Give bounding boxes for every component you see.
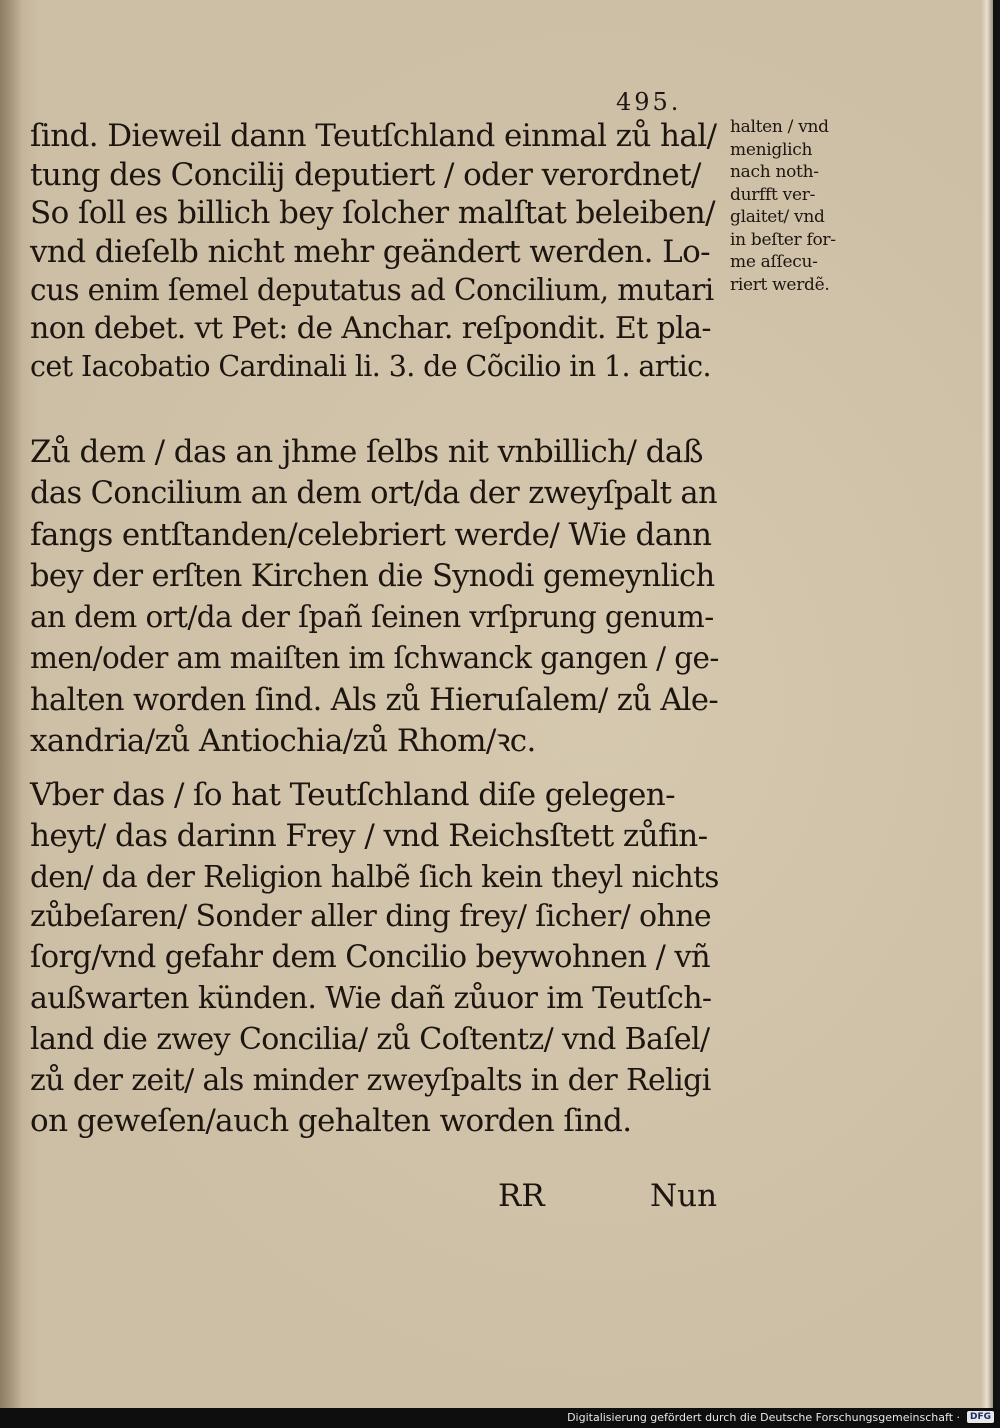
text-line: non debet. vt Pet: de Anchar. reſpondit. Et pla- xyxy=(30,310,711,346)
signature-mark: RR xyxy=(498,1178,545,1214)
text-line: das Concilium an dem ort/da der zweyſpalt an xyxy=(30,476,718,512)
text-line: vnd dieſelb nicht mehr geändert werden. Lo- xyxy=(30,233,711,270)
text-line: an dem ort/da der ſpañ ſeinen vrſprung genum- xyxy=(30,600,714,635)
page-edge xyxy=(981,0,993,1408)
text-line: bey der erſten Kirchen die Synodi gemeynlich xyxy=(30,558,715,594)
margin-line: durfft ver- xyxy=(730,184,816,205)
text-line: land die zwey Concilia/ zů Coſtentz/ vnd Baſel/ xyxy=(30,1021,710,1057)
text-line: on geweſen/auch gehalten worden ſind. xyxy=(30,1103,632,1140)
text-line: cet Iacobatio Cardinali li. 3. de Cõcilio in 1. artic. xyxy=(30,350,711,383)
page-gutter-shadow xyxy=(0,0,22,1408)
text-line: ſorg/vnd gefahr dem Concilio beywohnen / vñ xyxy=(30,940,711,976)
text-line: halten worden ſind. Als zů Hieruſalem/ zů Ale- xyxy=(30,682,719,718)
margin-line: nach noth- xyxy=(730,162,819,182)
text-line: den/ da der Religion halbẽ ſich kein theyl nichts xyxy=(30,859,719,894)
text-line: Zů dem / das an jhme ſelbs nit vnbillich/ daß xyxy=(30,434,703,470)
text-line: men/oder am maiſten im ſchwanck gangen / ge- xyxy=(30,641,719,676)
margin-line: me aſſecu- xyxy=(730,252,818,272)
text-line: zůbeſaren/ Sonder aller ding frey/ ſicher/ ohne xyxy=(30,899,712,935)
margin-line: in beſter for- xyxy=(730,229,836,250)
margin-line: riert werdẽ. xyxy=(730,274,830,295)
margin-line: meniglich xyxy=(730,139,813,160)
text-line: tung des Concilij deputiert / oder verordnet/ xyxy=(30,156,701,193)
margin-line: halten / vnd xyxy=(730,117,829,137)
text-line: Vber das / ſo hat Teutſchland diſe gelegen- xyxy=(30,777,675,813)
marginal-note xyxy=(730,116,860,296)
text-line: cus enim ſemel deputatus ad Concilium, mutari xyxy=(30,273,714,307)
text-line: ſind. Dieweil dann Teutſchland einmal zů hal/ xyxy=(30,118,717,154)
paragraph-2 xyxy=(30,432,720,762)
text-line: heyt/ das darinn Frey / vnd Reichsſtett zůfin- xyxy=(30,817,708,854)
margin-line: glaitet/ vnd xyxy=(730,207,825,227)
funding-credit: Digitalisierung gefördert durch die Deutsche Forschungsgemeinschaft · xyxy=(567,1411,960,1424)
text-line: fangs entſtanden/celebriert werde/ Wie dann xyxy=(30,516,712,553)
text-line: außwarten künden. Wie dañ zůuor im Teutſch- xyxy=(30,980,712,1016)
catchword: Nun xyxy=(650,1178,718,1214)
page-number: 495. xyxy=(616,88,682,116)
text-line: xandria/zů Antiochia/zů Rhom/ꝛc. xyxy=(30,723,536,760)
paragraph-1 xyxy=(30,117,720,387)
paragraph-3 xyxy=(30,775,720,1142)
dfg-logo: DFG xyxy=(967,1411,994,1423)
text-line: zů der zeit/ als minder zweyſpalts in der Religi xyxy=(30,1062,711,1098)
text-line: So ſoll es billich bey ſolcher malſtat beleiben/ xyxy=(30,195,716,231)
